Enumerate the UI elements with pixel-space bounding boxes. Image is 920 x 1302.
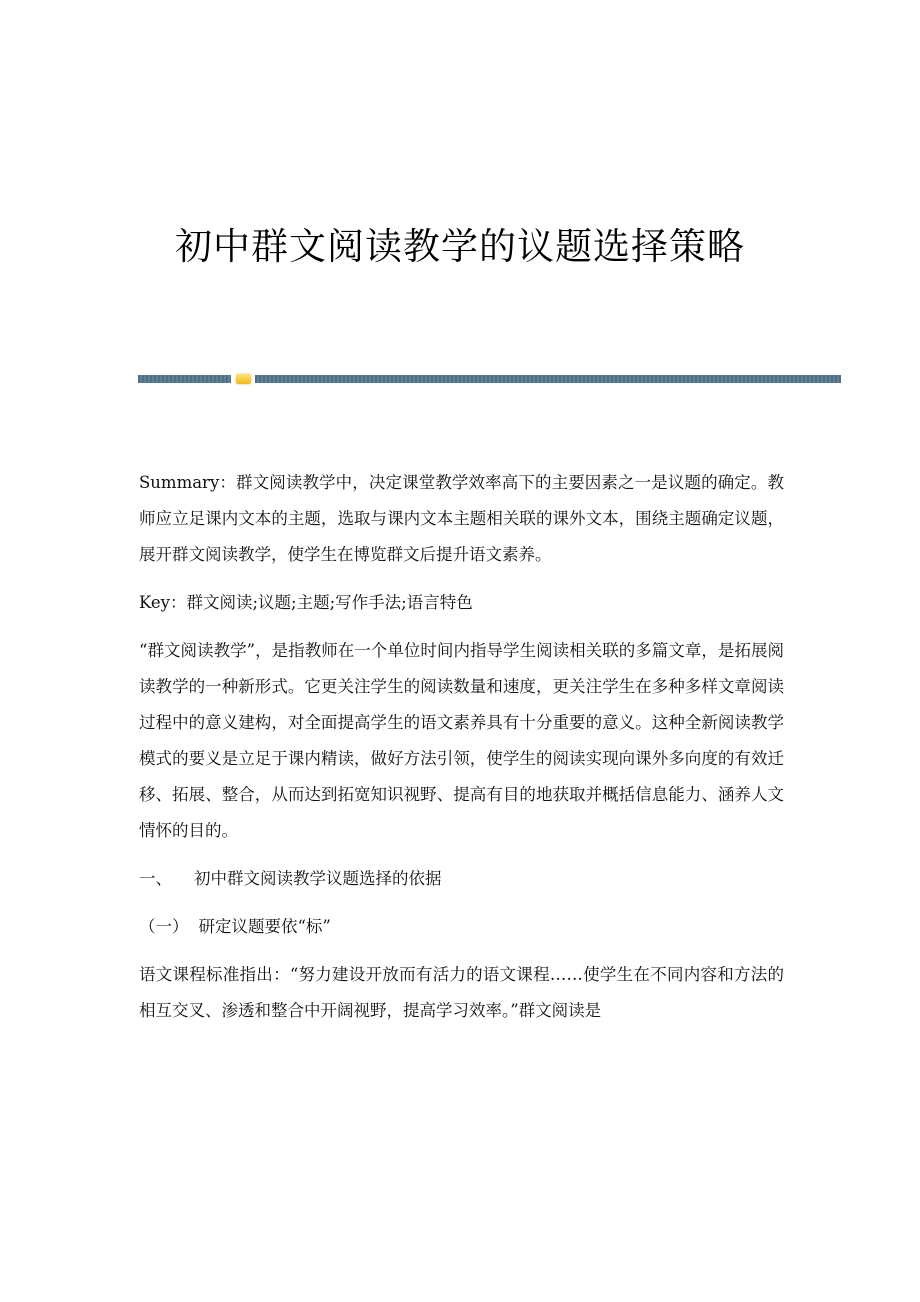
section-heading [139,861,784,897]
divider-bar-left [138,375,231,383]
divider-bar-right [255,375,841,383]
summary-text: 群文阅读教学中，决定课堂教学效率高下的主要因素之一是议题的确定。教师应立足课内文本的主题，选取与课内文本主题相关联的课外文本，围绕主题确定议题，展开群文阅读教学，使学生在博览群文后提升语文素养。 [139,473,784,564]
summary-label: Summary： [139,473,236,492]
subsection-number: （一） [139,917,189,936]
title-divider [138,375,841,384]
section-title: 初中群文阅读教学议题选择的依据 [194,869,442,888]
divider-ornament-icon [236,374,251,384]
summary-paragraph [139,465,784,573]
body-paragraph: 语文课程标准指出：“努力建设开放而有活力的语文课程……使学生在不同内容和方法的相互交叉、渗透和整合中开阔视野，提高学习效率。”群文阅读是 [139,965,784,1020]
keywords-paragraph [139,585,784,621]
document-title: 初中群文阅读教学的议题选择策略 [175,225,745,268]
keywords-label: Key： [139,593,187,612]
subsection-title: 研定议题要依“标” [198,917,331,936]
intro-paragraph: “群文阅读教学”，是指教师在一个单位时间内指导学生阅读相关联的多篇文章，是拓展阅读教学的一种新形式。它更关注学生的阅读数量和速度，更关注学生在多种多样文章阅读过程中的意义建构，对全面提高学生的语文素养具有十分重要的意义。这种全新阅读教学模式的要义是立足于课内精读，做好方法引领，使学生的阅读实现向课外多向度的有效迁移、拓展、整合，从而达到拓宽知识视野、提高有目的地获取并概括信息能力、涵养人文情怀的目的。 [139,641,784,840]
section-number: 一、 [139,869,172,888]
subsection-heading [139,909,784,945]
document-body [139,465,784,1041]
keywords-text: 群文阅读;议题;主题;写作手法;语言特色 [186,593,473,612]
